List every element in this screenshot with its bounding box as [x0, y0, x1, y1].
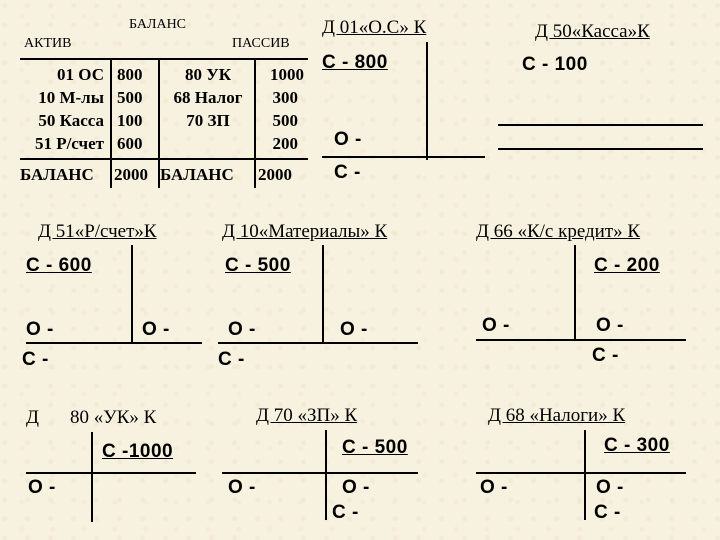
balance-total-value-left: 2000 — [114, 165, 148, 184]
liabilities-header: ПАССИВ — [232, 36, 290, 51]
balance-title: БАЛАНС — [129, 17, 187, 32]
balance-col-divider-1 — [110, 58, 112, 188]
account-68-end-balance: С - — [594, 502, 621, 523]
account-68-t-vertical — [584, 430, 586, 520]
account-10-start-balance: С - 500 — [225, 255, 291, 276]
assets-header: АКТИВ — [24, 36, 72, 51]
liability-value: 1000 — [270, 65, 304, 84]
account-51-t-vertical — [131, 245, 133, 342]
account-51-end-balance: С - — [22, 349, 49, 370]
liability-value: 300 — [272, 88, 298, 107]
asset-name: 01 ОС — [57, 65, 104, 84]
account-51-t-bottom — [26, 342, 202, 344]
account-66-t-bottom — [476, 339, 686, 341]
asset-name: 50 Касса — [38, 111, 104, 130]
liability-name: 68 Налог — [173, 88, 243, 107]
account-50-rule-2 — [498, 148, 703, 150]
balance-total-rule — [20, 158, 308, 160]
asset-value: 500 — [117, 88, 143, 107]
account-80-t-bottom — [26, 472, 196, 474]
account-80-turnover-debit: О - — [28, 477, 56, 498]
account-66-header: Д 66 «К/с кредит» К — [476, 221, 641, 242]
account-01-start-balance: С - 800 — [322, 52, 388, 73]
account-01-t-vertical — [426, 42, 428, 160]
balance-total-label-right: БАЛАНС — [160, 165, 234, 184]
asset-name: 10 М-лы — [38, 88, 104, 107]
account-66-turnover-debit: О - — [482, 315, 510, 336]
account-68-t-bottom — [476, 472, 686, 474]
asset-name: 51 Р/счет — [34, 134, 104, 153]
account-66-end-balance: С - — [592, 345, 619, 366]
account-01-t-bottom — [322, 156, 485, 158]
liability-value: 200 — [272, 134, 298, 153]
account-68-start-balance: С - 300 — [604, 435, 670, 456]
liability-name: 80 УК — [184, 65, 232, 84]
account-10-turnover-debit: О - — [228, 319, 256, 340]
account-80-header-debit: Д — [26, 407, 39, 428]
account-10-end-balance: С - — [218, 349, 245, 370]
account-51-header: Д 51«Р/счет»К — [38, 221, 157, 242]
account-01-turnover: О - — [334, 129, 362, 150]
balance-top-rule — [20, 58, 308, 60]
account-68-turnover-debit: О - — [480, 477, 508, 498]
account-80-header: 80 «УК» К — [70, 407, 157, 428]
account-70-start-balance: С - 500 — [342, 437, 408, 458]
asset-value: 800 — [117, 65, 143, 84]
account-70-t-bottom — [222, 472, 418, 474]
asset-value: 600 — [117, 134, 143, 153]
account-10-t-vertical — [322, 245, 324, 342]
balance-total-value-right: 2000 — [258, 165, 292, 184]
account-70-t-vertical — [325, 430, 327, 520]
account-66-start-balance: С - 200 — [594, 255, 660, 276]
account-68-header: Д 68 «Налоги» К — [488, 405, 626, 426]
account-50-header: Д 50«Касса»К — [535, 21, 650, 42]
account-50-start-balance: С - 100 — [522, 54, 588, 75]
account-51-start-balance: С - 600 — [26, 255, 92, 276]
account-80-t-vertical — [91, 432, 93, 522]
account-68-turnover-credit: О - — [596, 477, 624, 498]
account-66-t-vertical — [574, 245, 576, 339]
account-51-turnover-credit: О - — [142, 319, 170, 340]
account-70-turnover-debit: О - — [228, 477, 256, 498]
liability-name: 70 ЗП — [186, 111, 230, 130]
account-70-end-balance: С - — [332, 502, 359, 523]
account-10-t-bottom — [218, 342, 418, 344]
account-70-header: Д 70 «ЗП» К — [256, 405, 358, 426]
asset-value: 100 — [117, 111, 143, 130]
account-70-turnover-credit: О - — [342, 477, 370, 498]
liability-value: 500 — [272, 111, 298, 130]
account-10-turnover-credit: О - — [340, 319, 368, 340]
account-01-header: Д 01«О.С» К — [322, 17, 427, 38]
balance-total-label-left: БАЛАНС — [20, 165, 94, 184]
account-66-turnover-credit: О - — [596, 315, 624, 336]
account-80-start-balance: С -1000 — [102, 441, 174, 462]
account-01-end-balance: С - — [334, 162, 361, 183]
account-51-turnover-debit: О - — [26, 319, 54, 340]
account-10-header: Д 10«Материалы» К — [222, 221, 388, 242]
account-50-rule-1 — [498, 124, 703, 126]
